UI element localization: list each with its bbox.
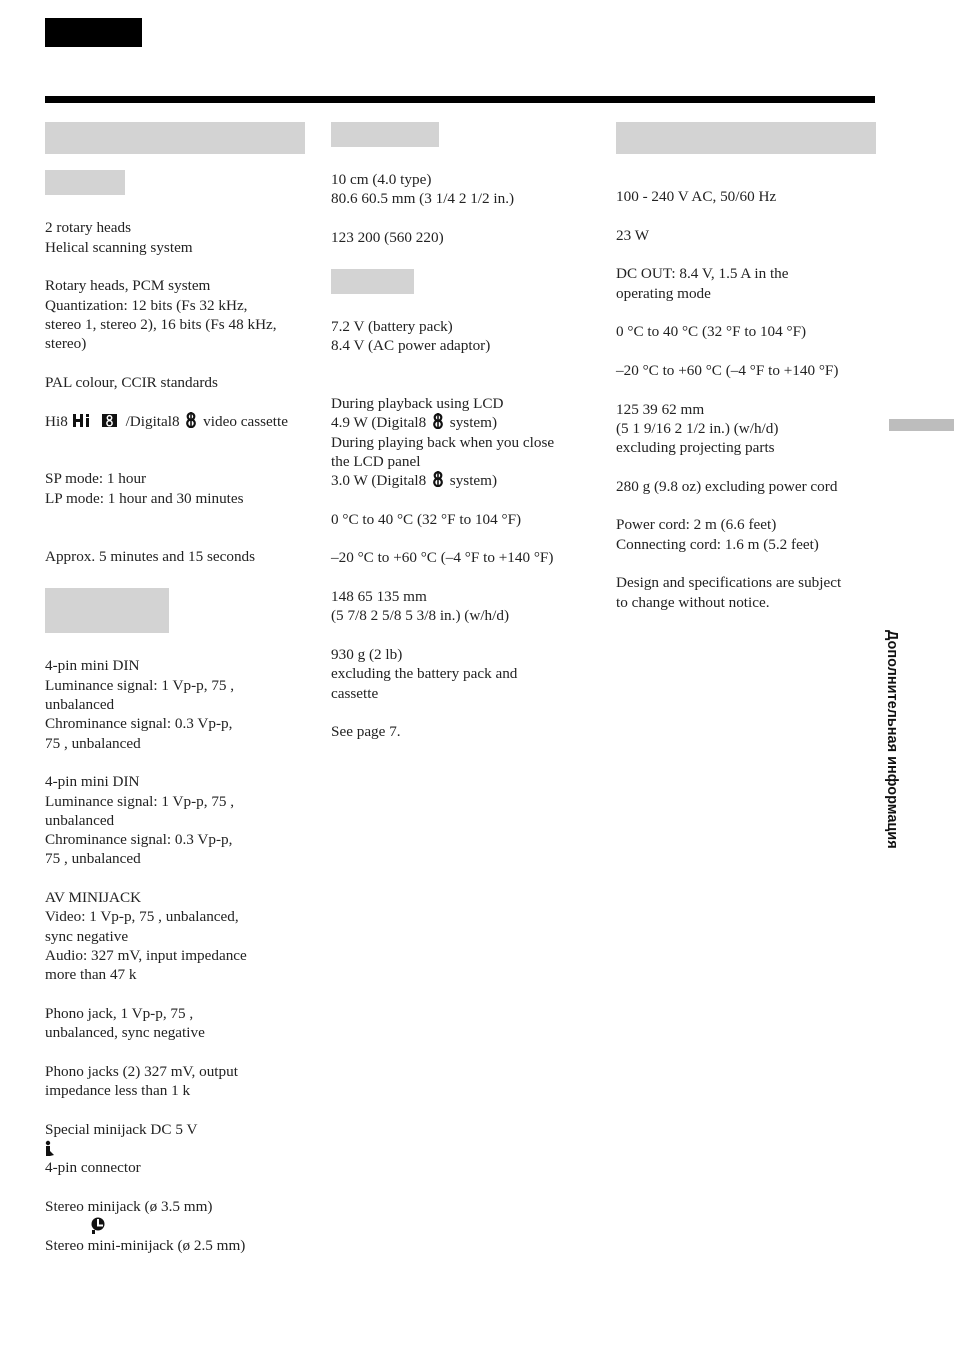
section-heading-bar-system (45, 122, 305, 154)
spec-line: stereo) (45, 335, 87, 352)
i-link-icon (45, 1140, 55, 1157)
spec-line: –20 °C to +60 °C (–4 °F to +140 °F) (616, 362, 839, 379)
spec-line: 930 g (2 lb) (331, 646, 403, 663)
section-heading-bar-general (331, 269, 414, 294)
spec-line: sync negative (45, 928, 129, 945)
spec-line: 75 , unbalanced (45, 735, 141, 752)
power-consumption-closed-line (331, 471, 497, 490)
section-heading-bar-lcd (331, 122, 439, 147)
section-heading-bar-ac-adaptor (616, 122, 876, 154)
power-consumption-lcd-line (331, 413, 497, 432)
spec-line: (5 1 9/16 2 1/2 in.) (w/h/d) (616, 420, 779, 437)
spec-line: Special minijack DC 5 V (45, 1121, 198, 1138)
spec-line: 4-pin mini DIN (45, 773, 140, 790)
cassette-suffix: video cassette (203, 413, 288, 430)
power2-prefix: 3.0 W (Digital8 (331, 472, 427, 489)
spec-line: Phono jacks (2) 327 mV, output (45, 1063, 238, 1080)
spec-line: Design and specifications are subject (616, 574, 842, 591)
spec-line: 4-pin mini DIN (45, 657, 140, 674)
spec-line: unbalanced, sync negative (45, 1024, 205, 1041)
spec-line: Rotary heads, PCM system (45, 277, 211, 294)
spec-line: Phono jack, 1 Vp-p, 75 , (45, 1005, 194, 1022)
spec-line: Video: 1 Vp-p, 75 , unbalanced, (45, 908, 239, 925)
spec-line: Quantization: 12 bits (Fs 32 kHz, (45, 297, 248, 314)
spec-line: –20 °C to +60 °C (–4 °F to +140 °F) (331, 549, 554, 566)
spec-line: to change without notice. (616, 594, 770, 611)
spec-line: 125 39 62 mm (616, 401, 705, 418)
spec-line: 23 W (616, 227, 650, 244)
spec-line: 0 °C to 40 °C (32 °F to 104 °F) (616, 323, 807, 340)
spec-line: 8.4 V (AC power adaptor) (331, 337, 491, 354)
spec-line: 4-pin connector (45, 1159, 141, 1176)
subsection-heading-bar-vcr (45, 170, 125, 195)
cassette-format-line (45, 412, 288, 431)
spec-line: 7.2 V (battery pack) (331, 318, 453, 335)
spec-line: Helical scanning system (45, 239, 193, 256)
spec-line: (5 7/8 2 5/8 5 3/8 in.) (w/h/d) (331, 607, 510, 624)
spec-line: Chrominance signal: 0.3 Vp-p, (45, 831, 233, 848)
spec-line: the LCD panel (331, 453, 421, 470)
side-section-tab (889, 419, 954, 431)
spec-line: 148 65 135 mm (331, 588, 427, 605)
spec-line: Stereo minijack (ø 3.5 mm) (45, 1198, 213, 1215)
spec-line: AV MINIJACK (45, 889, 142, 906)
spec-line: Power cord: 2 m (6.6 feet) (616, 516, 777, 533)
spec-line: excluding projecting parts (616, 439, 775, 456)
spec-line: Luminance signal: 1 Vp-p, 75 , (45, 677, 235, 694)
cassette-prefix: Hi8 (45, 413, 68, 430)
spec-line: SP mode: 1 hour (45, 470, 147, 487)
spec-line: impedance less than 1 k (45, 1082, 191, 1099)
spec-line: 280 g (9.8 oz) excluding power cord (616, 478, 838, 495)
spec-line: 75 , unbalanced (45, 850, 141, 867)
spec-line: operating mode (616, 285, 711, 302)
spec-line: DC OUT: 8.4 V, 1.5 A in the (616, 265, 789, 282)
spec-line: Stereo mini-minijack (ø 2.5 mm) (45, 1237, 246, 1254)
digital8-logo-icon (430, 413, 446, 429)
digital8-logo-icon (430, 471, 446, 487)
see-page-reference: See page 7. (331, 723, 401, 740)
spec-line: 80.6 60.5 mm (3 1/4 2 1/2 in.) (331, 190, 515, 207)
spec-line: 10 cm (4.0 type) (331, 171, 432, 188)
power1-prefix: 4.9 W (Digital8 (331, 414, 427, 431)
lanc-icon (90, 1217, 106, 1234)
spec-line: Connecting cord: 1.6 m (5.2 feet) (616, 536, 819, 553)
spec-line: During playback using LCD (331, 395, 504, 412)
spec-line: Chrominance signal: 0.3 Vp-p, (45, 715, 233, 732)
spec-line: Luminance signal: 1 Vp-p, 75 , (45, 793, 235, 810)
power2-suffix: system) (449, 472, 498, 489)
spec-line: stereo 1, stereo 2), 16 bits (Fs 48 kHz, (45, 316, 277, 333)
spec-line: 100 - 240 V AC, 50/60 Hz (616, 188, 777, 205)
power1-suffix: system) (449, 414, 498, 431)
spec-line: Audio: 327 mV, input impedance (45, 947, 247, 964)
spec-line: LP mode: 1 hour and 30 minutes (45, 490, 244, 507)
cassette-middle: /Digital8 (125, 413, 180, 430)
spec-line: 123 200 (560 220) (331, 229, 444, 246)
spec-line: PAL colour, CCIR standards (45, 374, 218, 391)
side-section-label: Дополнительная информация (884, 630, 900, 849)
spec-line: more than 47 k (45, 966, 137, 983)
hi8-logo-icon (72, 413, 126, 428)
digital8-logo-icon (183, 412, 199, 428)
header-rule (45, 96, 875, 103)
spec-line: cassette (331, 685, 379, 702)
spec-line: unbalanced (45, 696, 115, 713)
page-header-tab (45, 18, 142, 47)
spec-line: Approx. 5 minutes and 15 seconds (45, 548, 256, 565)
spec-line: 0 °C to 40 °C (32 °F to 104 °F) (331, 511, 522, 528)
spec-line: unbalanced (45, 812, 115, 829)
section-heading-bar-io (45, 588, 169, 633)
spec-line: excluding the battery pack and (331, 665, 518, 682)
spec-line: During playing back when you close (331, 434, 555, 451)
spec-line: 2 rotary heads (45, 219, 132, 236)
